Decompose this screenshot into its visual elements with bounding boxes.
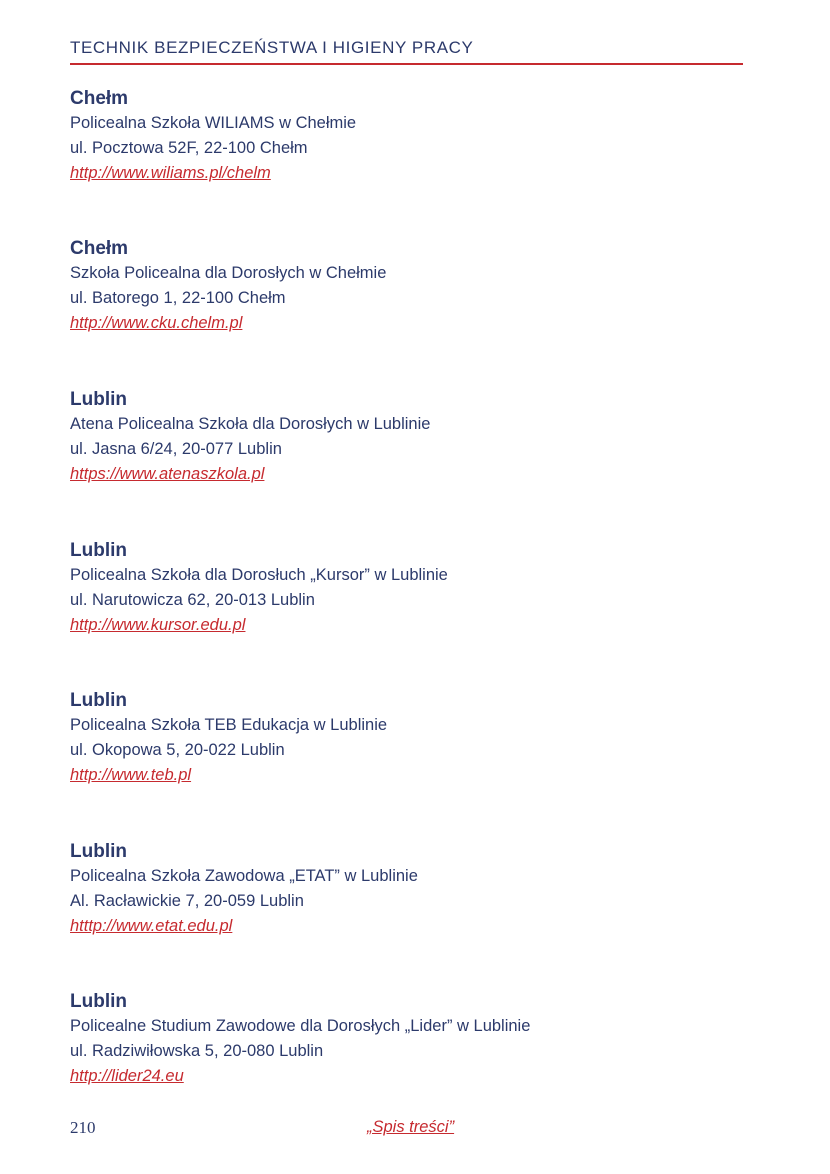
school-website-link[interactable]: https://www.atenaszkola.pl	[70, 465, 265, 483]
school-address: ul. Batorego 1, 22-100 Chełm	[70, 289, 286, 307]
school-address: ul. Narutowicza 62, 20-013 Lublin	[70, 591, 315, 609]
city-heading: Chełm	[70, 238, 129, 259]
school-entry	[70, 989, 750, 1089]
school-address: ul. Pocztowa 52F, 22-100 Chełm	[70, 139, 308, 157]
school-entry	[70, 839, 750, 939]
school-name: Policealna Szkoła Zawodowa „ETAT” w Lublinie	[70, 867, 418, 885]
school-name: Atena Policealna Szkoła dla Dorosłych w Lublinie	[70, 415, 431, 433]
school-entry	[70, 688, 750, 788]
school-website-link[interactable]: http://www.cku.chelm.pl	[70, 314, 243, 332]
school-name: Policealne Studium Zawodowe dla Dorosłych „Lider” w Lublinie	[70, 1017, 531, 1035]
page-number: 210	[70, 1118, 96, 1137]
school-name: Policealna Szkoła dla Dorosłuch „Kursor” w Lublinie	[70, 566, 448, 584]
school-website-link[interactable]: http://www.wiliams.pl/chelm	[70, 164, 271, 182]
city-heading: Lublin	[70, 841, 127, 862]
city-heading: Lublin	[70, 991, 127, 1012]
header-divider	[70, 63, 743, 65]
school-website-link[interactable]: htttp://www.etat.edu.pl	[70, 917, 233, 935]
running-header: TECHNIK BEZPIECZEŃSTWA I HIGIENY PRACY	[70, 38, 474, 57]
city-heading: Lublin	[70, 540, 127, 561]
school-address: ul. Jasna 6/24, 20-077 Lublin	[70, 440, 282, 458]
city-heading: Lublin	[70, 690, 127, 711]
school-entry	[70, 236, 750, 336]
school-name: Policealna Szkoła WILIAMS w Chełmie	[70, 114, 357, 132]
table-of-contents-link[interactable]: „Spis treści”	[367, 1118, 455, 1136]
school-entry	[70, 86, 750, 186]
school-name: Szkoła Policealna dla Dorosłych w Chełmie	[70, 264, 387, 282]
school-entry	[70, 538, 750, 638]
school-name: Policealna Szkoła TEB Edukacja w Lublinie	[70, 716, 388, 734]
city-heading: Lublin	[70, 389, 127, 410]
school-address: ul. Okopowa 5, 20-022 Lublin	[70, 741, 285, 759]
school-website-link[interactable]: http://www.kursor.edu.pl	[70, 616, 246, 634]
school-website-link[interactable]: http://lider24.eu	[70, 1067, 184, 1085]
school-entry	[70, 387, 750, 487]
school-website-link[interactable]: http://www.teb.pl	[70, 766, 192, 784]
school-address: ul. Radziwiłowska 5, 20-080 Lublin	[70, 1042, 324, 1060]
school-address: Al. Racławickie 7, 20-059 Lublin	[70, 892, 304, 910]
city-heading: Chełm	[70, 88, 129, 109]
